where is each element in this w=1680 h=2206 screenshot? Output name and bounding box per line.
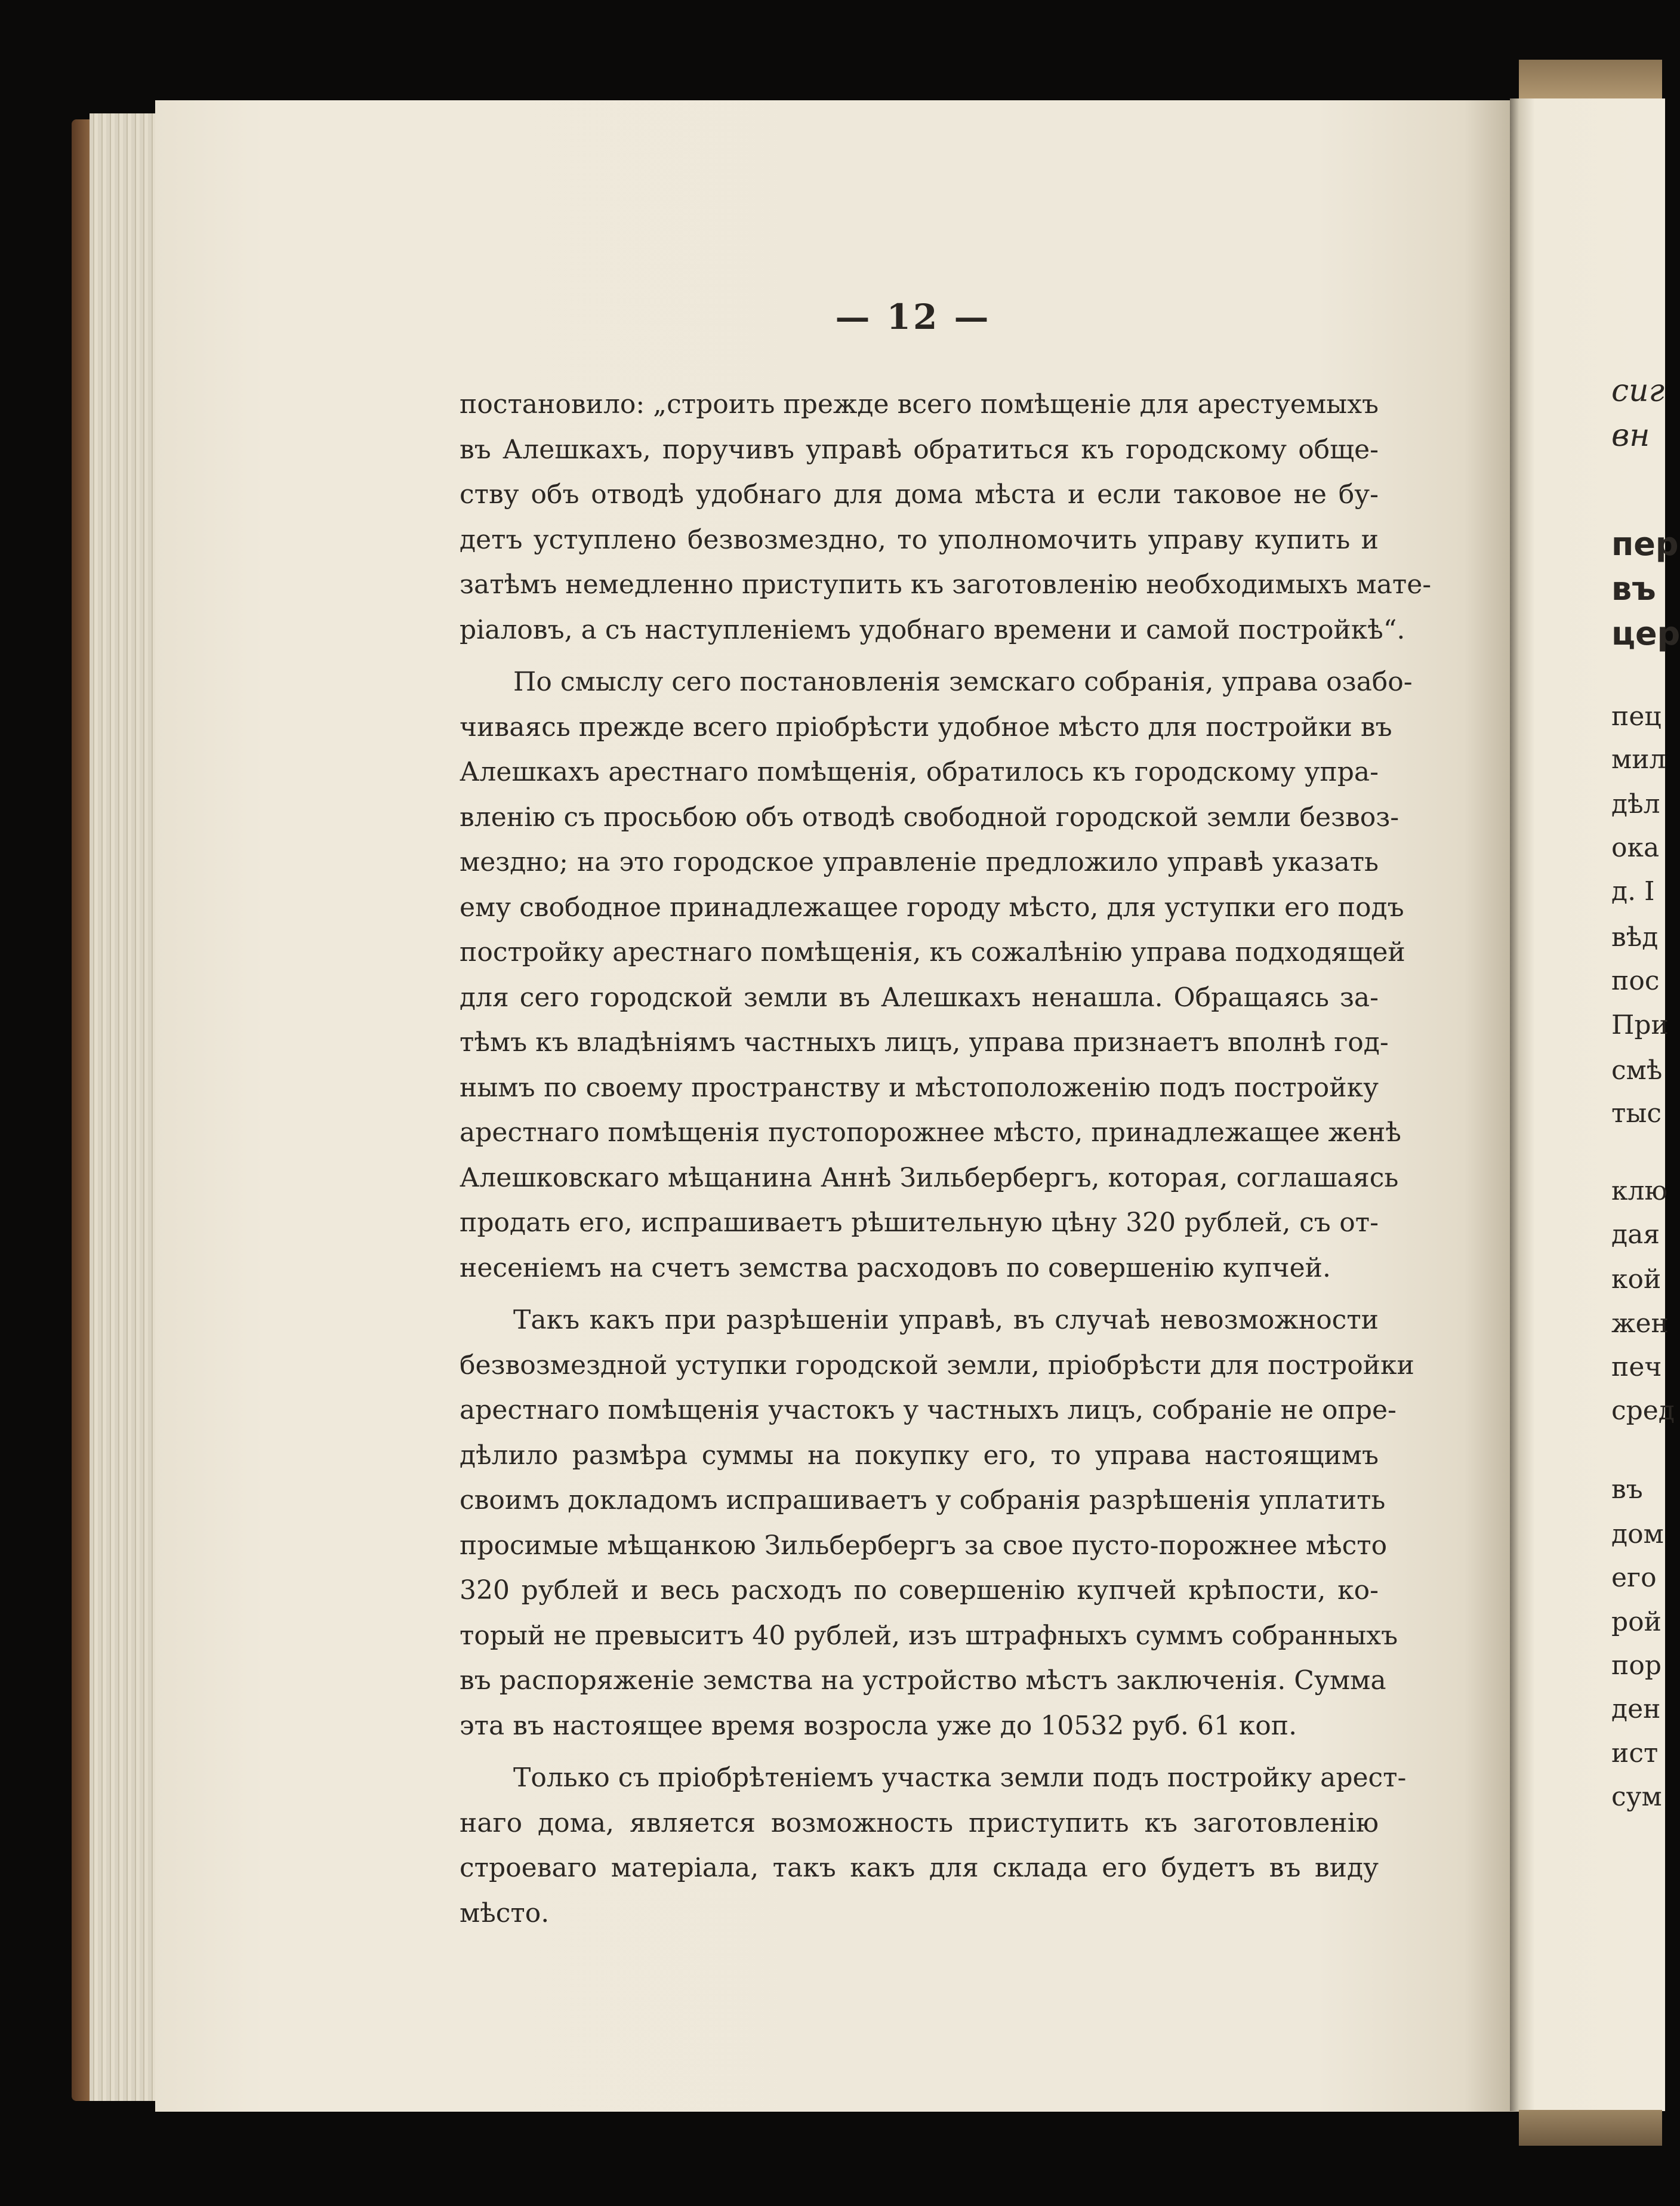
text-line: постановило: „строить прежде всего помѣщеніе для арестуемыхъ [460,389,1379,420]
right-page-fragment: смѣ [1611,1055,1663,1086]
text-line: чиваясь прежде всего пріобрѣсти удобное мѣсто для постройки въ [460,711,1392,742]
text-line: Алешкахъ арестнаго помѣщенія, обратилось къ городскому упра- [460,757,1379,787]
text-line: вленію съ просьбою объ отводѣ свободной городской земли безвоз- [460,802,1400,833]
right-page-fragment: сиг [1611,373,1664,409]
text-line: затѣмъ немедленно приступить къ заготовленію необходимыхъ мате- [460,569,1432,600]
paragraph-gap [460,1748,1379,1755]
right-page-fragment: его [1611,1563,1657,1593]
right-page-fragment: мил [1611,744,1666,775]
text-line: мѣсто. [460,1897,550,1928]
right-page-fragment: д. I [1611,876,1655,907]
text-line: арестнаго помѣщенія пустопорожнее мѣсто, принадлежащее женѣ [460,1117,1401,1148]
right-page-fragment: пец [1611,701,1661,732]
body-text [460,382,1432,1936]
text-line: тѣмъ къ владѣніямъ частныхъ лицъ, управа признаетъ вполнѣ год- [460,1027,1389,1058]
right-page-fragment: въ [1611,570,1656,608]
text-line: постройку арестнаго помѣщенія, къ сожалѣнію управа подходящей [460,937,1405,968]
paragraph-gap [460,652,1379,660]
right-page-top-edge [1519,60,1662,101]
right-page-fragment: цер [1611,615,1680,652]
right-page-fragment: вн [1611,418,1650,454]
text-line: По смыслу сего постановленія земскаго собранія, управа озабо- [513,667,1413,697]
right-page-fragment: вѣд [1611,922,1659,953]
text-line: торый не превыситъ 40 рублей, изъ штрафныхъ суммъ собранныхъ [460,1620,1398,1651]
text-line: строеваго матеріала, такъ какъ для склада его будетъ въ виду [460,1853,1379,1883]
text-line: ріаловъ, а съ наступленіемъ удобнаго времени и самой постройкѣ“. [460,614,1405,645]
text-line: арестнаго помѣщенія участокъ у частныхъ лицъ, собраніе не опре- [460,1395,1397,1425]
text-line: для сего городской земли въ Алешкахъ ненашла. Обращаясь за- [460,982,1379,1013]
right-page-fragment: сум [1611,1782,1662,1812]
text-line: 320 рублей и весь расходъ по совершенію купчей крѣпости, ко- [460,1575,1379,1606]
right-page-fragment: ока [1611,833,1660,863]
right-page-fragment: рой [1611,1607,1661,1637]
text-line: своимъ докладомъ испрашиваетъ у собранія разрѣшенія уплатить [460,1485,1386,1515]
right-page-fragment: При [1611,1010,1669,1040]
text-line: въ Алешкахъ, поручивъ управѣ обратиться къ городскому обще- [460,434,1379,465]
right-page-fragment: дая [1611,1219,1660,1250]
text-line: несеніемъ на счетъ земства расходовъ по совершенію купчей. [460,1252,1331,1283]
right-page-fragment: сред [1611,1395,1675,1426]
right-page-fragment: печ [1611,1352,1662,1382]
text-line: детъ уступлено безвозмездно, то уполномочить управу купить и [460,524,1379,555]
right-page-fragment: пер [1611,525,1679,563]
text-line: наго дома, является возможность приступить къ заготовленію [460,1807,1379,1838]
text-line: нымъ по своему пространству и мѣстоположенію подъ постройку [460,1072,1379,1103]
right-page-fragment: ден [1611,1694,1661,1724]
text-line: просимые мѣщанкою Зильбербергъ за свое пусто-порожнее мѣсто [460,1530,1388,1561]
right-page-fragment: дѣл [1611,789,1660,819]
text-line: мездно; на это городское управленіе предложило управѣ указать [460,847,1379,877]
right-page-fragment: дом [1611,1519,1664,1549]
right-page-fragment: кой [1611,1264,1661,1295]
page-number: — 12 — [835,297,991,337]
text-line: въ распоряженіе земства на устройство мѣстъ заключенія. Сумма [460,1665,1386,1696]
text-line: ему свободное принадлежащее городу мѣсто, для уступки его подъ [460,892,1404,923]
right-page-fragment: ист [1611,1738,1659,1769]
right-page-bottom-edge [1519,2110,1662,2146]
right-page-fragment: жен [1611,1308,1669,1339]
text-line: дѣлило размѣра суммы на покупку его, то управа настоящимъ [460,1440,1379,1471]
text-line: эта въ настоящее время возросла уже до 10532 руб. 61 коп. [460,1710,1297,1741]
text-line: продать его, испрашиваетъ рѣшительную цѣну 320 рублей, съ от- [460,1207,1379,1238]
right-page-fragment: въ [1611,1474,1643,1505]
right-page-fragment: пос [1611,966,1660,996]
paragraph-gap [460,1290,1379,1298]
text-line: ству объ отводѣ удобнаго для дома мѣста и если таковое не бу- [460,479,1379,510]
right-page-fragment: клю [1611,1176,1667,1206]
right-page-fragment: пор [1611,1650,1661,1681]
text-line: Только съ пріобрѣтеніемъ участка земли подъ постройку арест- [513,1763,1407,1793]
text-line: Алешковскаго мѣщанина Аннѣ Зильбербергъ, которая, соглашаясь [460,1162,1399,1193]
right-page-fragment: тыс [1611,1098,1662,1129]
text-line: безвозмездной уступки городской земли, пріобрѣсти для постройки [460,1350,1414,1381]
text-line: Такъ какъ при разрѣшеніи управѣ, въ случаѣ невозможности [513,1305,1379,1335]
